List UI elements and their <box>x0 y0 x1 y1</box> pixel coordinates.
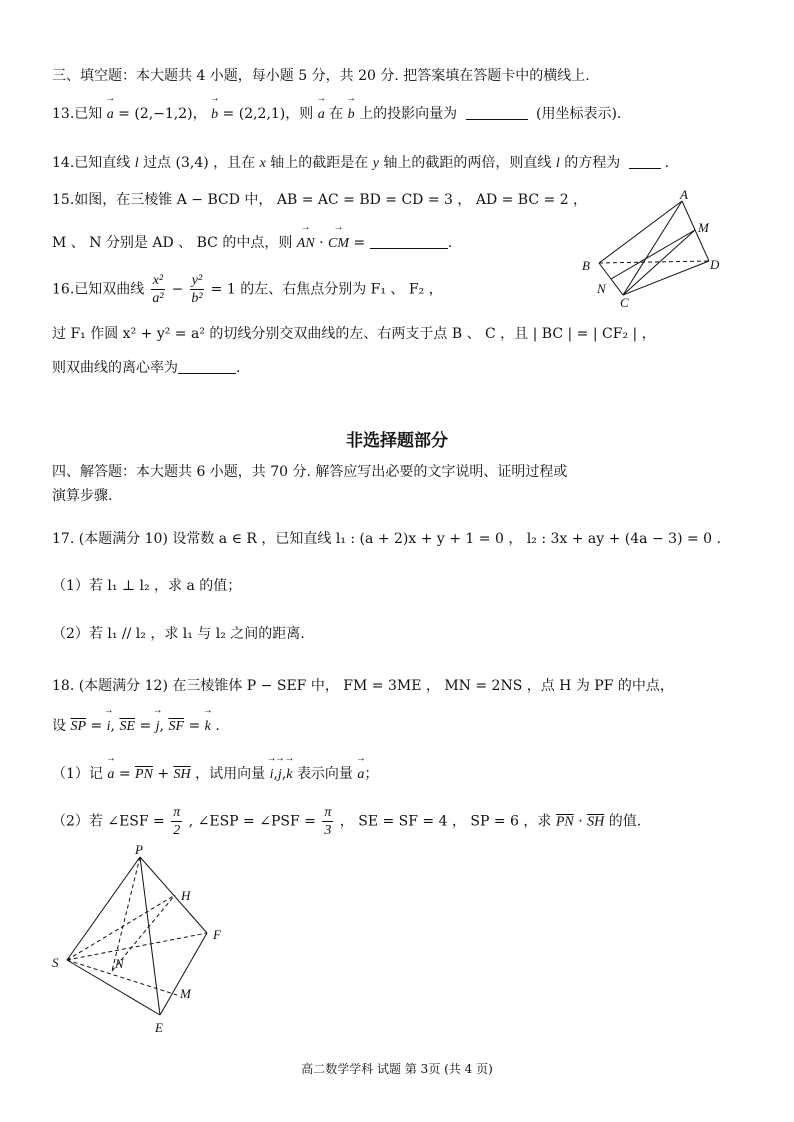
section4-title-line-1: 四、解答题：本大题共 6 小题，共 70 分. 解答应写出必要的文字说明、证明过程或 <box>52 464 568 480</box>
question-18-part-1: （1）记 → $a = \overline{PN} + \overline{SH}$ ，试用向量 → i,→ j,→ k 表示向量 → a； <box>52 764 378 785</box>
q14-text-1: 14.已知直线 <box>52 155 131 171</box>
vector-sf: $\overline{SF}$ <box>168 719 185 734</box>
q14-text-4: 轴上的截距的两倍，则直线 <box>383 155 552 171</box>
q14-text-3: 轴上的截距是在 <box>270 155 369 171</box>
section4-title-line-2: 演算步骤. <box>52 488 113 504</box>
q13-b-value: = (2,2,1)，则 <box>222 106 314 122</box>
q16-post: = 1 的左、右焦点分别为 F₁ 、 F₂ ， <box>210 281 443 298</box>
vector-i: → i <box>107 717 111 737</box>
q14-y: y <box>372 156 379 171</box>
q16-y2: y² <box>191 273 203 288</box>
q14-end: . <box>664 155 670 171</box>
q18-p1-end: ； <box>364 766 379 782</box>
q15-eq: = <box>353 235 366 251</box>
q14-text-2: 过点 (3,4) ，且在 <box>143 155 256 171</box>
vector-a-2: → a <box>318 105 325 125</box>
vector-k-2: → k <box>286 765 292 785</box>
q13-hint: (用坐标表示). <box>536 106 622 122</box>
q16-x2: x² <box>152 273 164 288</box>
fraction-pi-3 <box>322 804 333 839</box>
fig18-label-s: S <box>52 955 59 970</box>
q18-p2-mid: , ∠ESP = ∠PSF = <box>188 813 316 830</box>
q13-proj: 上的投影向量为 <box>359 106 458 122</box>
vector-k: → k <box>205 717 211 737</box>
q15-dot: · <box>319 235 324 251</box>
fig18-label-n: N <box>115 956 124 971</box>
fig18-label-m: M <box>180 986 191 1001</box>
page-footer: 高二数学学科 试题 第 3页 (共 4 页) <box>301 1062 493 1076</box>
vector-a-q18: → a <box>107 765 114 785</box>
fig15-label-m: M <box>698 220 709 235</box>
question-16-line-2: 过 F₁ 作圆 x² + y² = a² 的切线分别交双曲线的左、右两支于点 B 、 C ，且 | BC | = | CF₂ | ， <box>52 326 656 342</box>
question-16-line-3 <box>52 358 240 378</box>
q15-pre: M 、 N 分别是 AD 、 BC 的中点，则 <box>52 235 293 251</box>
question-14 <box>52 153 669 174</box>
q13-pre: 13.已知 <box>52 106 103 122</box>
q16-pre: 16.已知双曲线 <box>52 281 145 298</box>
q13-a-value: = (2,−1,2)， <box>118 106 207 122</box>
vector-sh-2: $\overline{SH}$ <box>587 814 605 830</box>
q16-end: . <box>236 360 241 376</box>
q14-x: x <box>259 156 266 171</box>
section-heading: 非选择题部分 <box>346 431 448 451</box>
q18-p1-mid: ，试用向量 <box>195 766 266 782</box>
q18-p2-pre: （2）若 ∠ESF = <box>52 813 165 830</box>
section3-title: 三、填空题：本大题共 4 小题，每小题 5 分，共 20 分. 把答案填在答题卡中的横线上. <box>52 68 590 84</box>
q18-set-pre: 设 <box>52 718 66 734</box>
q16-line-3-text: 则双曲线的离心率为 <box>52 360 178 376</box>
vector-cm: → CM <box>328 234 349 254</box>
q14-line-l: l <box>134 156 139 171</box>
q13-on: 在 <box>329 106 344 122</box>
q14-line-l-2: l <box>555 156 560 171</box>
fig15-label-b: B <box>582 258 590 273</box>
question-17-stem: 17. (本题满分 10) 设常数 a ∈ R ，已知直线 l₁ : (a + 2)x + y + 1 = 0 ， l₂ : 3x + ay + (4a − 3) = 0 . <box>52 531 721 547</box>
question-15-line-2 <box>52 233 452 254</box>
vector-sh: $\overline{SH}$ <box>173 767 191 782</box>
question-17-part-2: （2）若 l₁ // l₂ ，求 l₁ 与 l₂ 之间的距离. <box>52 626 305 642</box>
q18-three: 3 <box>324 823 332 838</box>
fig15-label-n: N <box>597 281 606 296</box>
question-18-set: 设 $\overline{SP}$ = → i, $\overline{SE}$ = → j, $\overline{SF}$ = → k . <box>52 716 220 737</box>
vector-se: $\overline{SE}$ <box>119 719 136 734</box>
q18-pi-2: π <box>324 805 332 820</box>
question-15-line-1: 15.如图，在三棱锥 A − BCD 中， AB = AC = BD = CD = 3 ， AD = BC = 2 ， <box>52 192 588 208</box>
vector-an: → AN <box>297 234 315 254</box>
figure-15-tetrahedron <box>575 186 735 311</box>
q18-p2-post: ， SE = SF = 4 ， SP = 6 ，求 <box>339 813 552 830</box>
fig15-label-d: D <box>710 257 720 272</box>
question-17-part-1: （1）若 l₁ ⊥ l₂ ，求 a 的值； <box>52 578 242 594</box>
vector-i-2: → i <box>270 765 274 785</box>
answer-blank-14 <box>629 154 661 169</box>
q18-two: 2 <box>173 823 181 838</box>
question-18-part-2: （2）若 ∠ESF = $\frac{\pi}{2}$ , ∠ESP = ∠PSF = $\frac{\pi}{3}$ ， SE = SF = 4 ， SP = 6 ，求 $\overline{PN} \cdot \overline{SH}$ 的值. <box>52 805 642 838</box>
vector-j: → j <box>156 717 160 737</box>
q18-p1-post: 表示向量 <box>296 766 353 782</box>
vector-a-q18-2: → a <box>357 765 364 785</box>
vector-a: → a <box>107 105 114 125</box>
answer-blank-16 <box>178 359 236 374</box>
vector-pn: $\overline{PN}$ <box>135 767 153 782</box>
fig15-label-c: C <box>620 295 629 310</box>
q16-a2: a² <box>152 291 164 306</box>
fraction-y2-b2 <box>190 272 204 307</box>
vector-b: → b <box>211 105 218 125</box>
fig18-label-p: P <box>135 842 143 857</box>
fig18-label-f: F <box>213 927 221 942</box>
fig18-label-e: E <box>155 1020 163 1035</box>
q18-pi: π <box>173 805 181 820</box>
q18-p1-pre: （1）记 <box>52 766 103 782</box>
vector-pn-2: $\overline{PN}$ <box>555 814 574 830</box>
answer-blank-13 <box>466 105 528 120</box>
q14-text-5: 的方程为 <box>564 155 621 171</box>
fig15-label-a: A <box>680 187 688 202</box>
question-16-line-1: 16.已知双曲线 $\frac{\text{x²}}{\text{a²}}$ − $\frac{\text{y²}}{\text{b²}}$ = 1 的左、右焦点分别为 F₁ 、 F₂ ， <box>52 273 443 306</box>
vector-j-2: → j <box>278 765 282 785</box>
fraction-x2-a2 <box>151 272 165 307</box>
vector-b-2: → b <box>348 105 355 125</box>
answer-blank-15 <box>370 234 448 249</box>
question-13 <box>52 104 621 125</box>
question-18-stem: 18. (本题满分 12) 在三棱锥体 P − SEF 中， FM = 3ME ， MN = 2NS ，点 H 为 PF 的中点， <box>52 678 674 694</box>
figure-18-tetrahedron <box>45 840 245 1040</box>
fraction-pi-2 <box>171 804 182 839</box>
q15-end: . <box>447 235 453 251</box>
q18-p2-end: 的值. <box>608 813 642 830</box>
q16-b2: b² <box>191 291 203 306</box>
vector-sp: $\overline{SP}$ <box>70 719 87 734</box>
fig18-label-h: H <box>181 888 191 903</box>
